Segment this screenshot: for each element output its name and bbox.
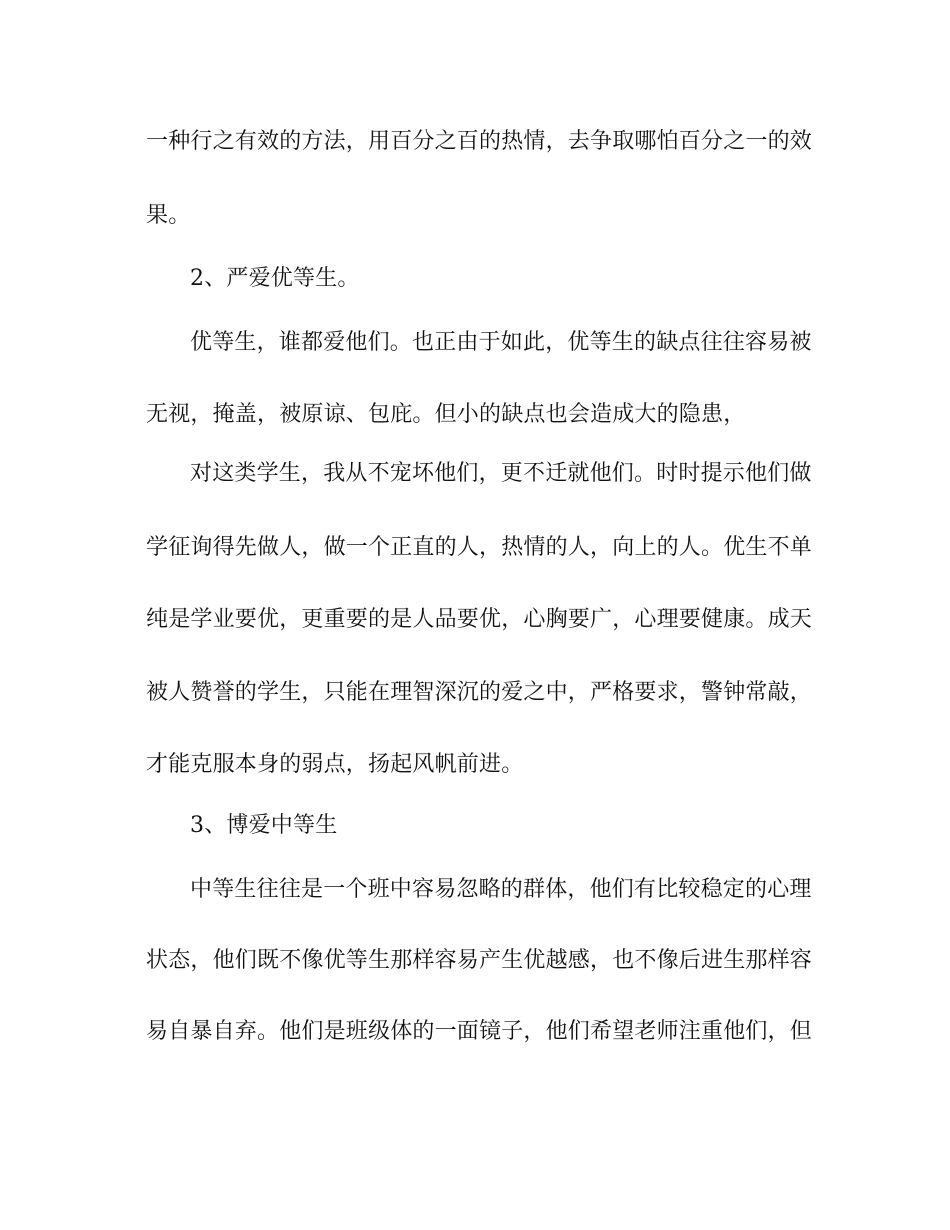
paragraph-line: 易自暴自弃。他们是班级体的一面镜子，他们希望老师注重他们，但: [146, 1019, 813, 1044]
paragraph-line: 一种行之有效的方法，用百分之百的热情，去争取哪怕百分之一的效: [146, 129, 813, 154]
paragraph-line: 才能克服本身的弱点，扬起风帆前进。: [146, 752, 524, 777]
paragraph-line: 中等生往往是一个班中容易忽略的群体，他们有比较稳定的心理: [190, 877, 812, 902]
paragraph-line: 对这类学生，我从不宠坏他们，更不迁就他们。时时提示他们做: [190, 461, 812, 486]
paragraph-line: 纯是学业要优，更重要的是人品要优，心胸要广，心理要健康。成天: [146, 607, 813, 632]
section-heading: 3、博爱中等生: [190, 813, 338, 838]
paragraph-line: 学征询得先做人，做一个正直的人，热情的人，向上的人。优生不单: [146, 535, 813, 560]
paragraph-line: 优等生，谁都爱他们。也正由于如此，优等生的缺点往往容易被: [190, 330, 812, 355]
paragraph-line: 被人赞誉的学生，只能在理智深沉的爱之中，严格要求，警钟常敲，: [146, 680, 813, 705]
paragraph-line: 果。: [146, 203, 191, 228]
paragraph-line: 状态，他们既不像优等生那样容易产生优越感，也不像后进生那样容: [146, 948, 813, 973]
paragraph-line: 无视，掩盖，被原谅、包庇。但小的缺点也会造成大的隐患，: [146, 402, 746, 427]
section-heading: 2、严爱优等生。: [190, 266, 360, 291]
